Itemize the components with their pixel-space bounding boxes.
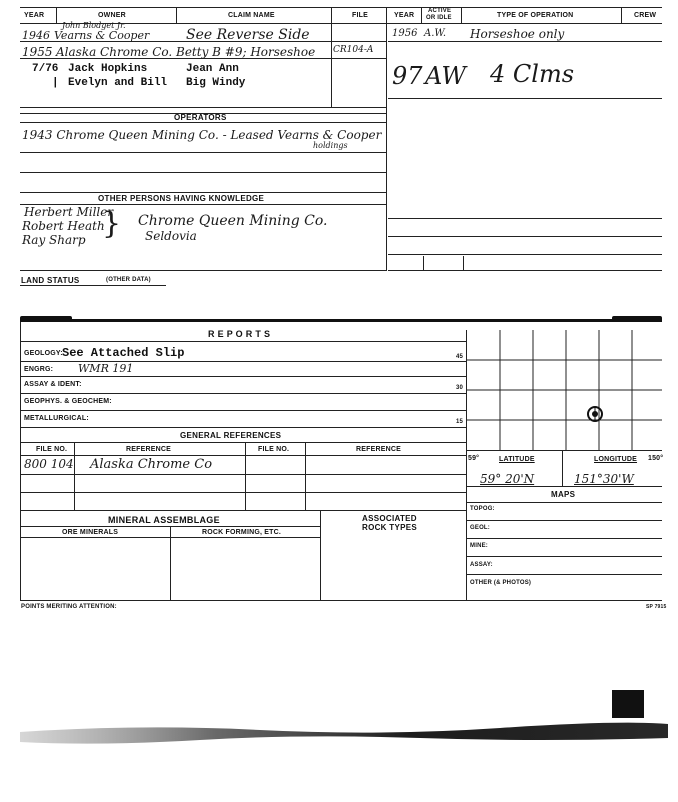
activity-rule-4 (388, 236, 662, 237)
owner-1-top: John Blodget Jr. (62, 21, 126, 30)
land-status-underline (20, 285, 166, 286)
owner-1-year: 1946 (22, 29, 50, 42)
activity-tick-2 (463, 256, 464, 270)
activity-1-year: 1956 (392, 28, 418, 39)
operators-entry: 1943 Chrome Queen Mining Co. - Leased Vearns & Cooper (22, 128, 382, 142)
reports-margin-15: 15 (456, 419, 464, 425)
location-marker-icon (588, 406, 602, 422)
reports-rule-5 (20, 427, 466, 428)
land-status-label: LAND STATUS (21, 276, 80, 285)
reports-rule-4 (20, 410, 466, 411)
hdr-claim-name: CLAIM NAME (228, 12, 275, 19)
hdr-crew: CREW (634, 12, 657, 19)
other-persons-place: Seldovia (145, 229, 197, 243)
activity-rule-3 (388, 218, 662, 219)
maps-rule-2 (466, 538, 662, 539)
activity-2-year: 97 (392, 62, 423, 90)
activity-2-status: AW (425, 62, 467, 90)
points-label: POINTS MERITING ATTENTION: (21, 604, 117, 610)
header-sep-5 (461, 7, 462, 23)
refs-rule-0 (20, 442, 466, 443)
owner-2-year: 1955 (22, 45, 53, 59)
refs-col-ref: REFERENCE (126, 446, 171, 453)
file-col-sep (331, 7, 332, 107)
general-refs-title: GENERAL REFERENCES (180, 431, 282, 440)
brace-glyph: } (102, 206, 122, 241)
hdr-year2: YEAR (394, 12, 415, 19)
scan-smudge-band (20, 718, 668, 746)
maps-other: OTHER (& PHOTOS) (470, 580, 532, 586)
owner-3-claim: Jean Ann (186, 63, 239, 75)
maps-title: MAPS (551, 490, 576, 499)
refs-col-file2: FILE NO. (258, 446, 290, 453)
refs-rule-3 (20, 492, 466, 493)
refs-row-1-ref: Alaska Chrome Co (90, 457, 213, 472)
other-persons-label: OTHER PERSONS HAVING KNOWLEDGE (98, 194, 265, 203)
reports-title: R E P O R T S (208, 329, 271, 339)
refs-vsep-2 (245, 442, 246, 510)
owner-1-claim: See Reverse Side (186, 27, 310, 43)
form-top-thick (20, 319, 662, 322)
assoc-rock-2: ROCK TYPES (362, 523, 418, 532)
lat-value: 59° 20'N (480, 472, 535, 486)
grid-bottom-rule (466, 450, 662, 451)
owner-2-name: Alaska Chrome Co. (56, 45, 173, 59)
lon-label: LONGITUDE (594, 456, 638, 463)
maps-rule-1 (466, 520, 662, 521)
header-sep-2 (176, 7, 177, 23)
owner-3-name: Jack Hopkins (68, 63, 148, 75)
maps-rule-4 (466, 574, 662, 575)
activity-rule-6 (388, 270, 662, 271)
mineral-rule-1 (20, 537, 320, 538)
form-number: SP 7915 (646, 604, 667, 610)
refs-col-ref2: REFERENCE (356, 446, 401, 453)
header-sep-1 (56, 7, 57, 23)
engrg-label: ENGRG: (24, 366, 54, 373)
geophys-label: GEOPHYS. & GEOCHEM: (24, 398, 112, 405)
refs-vsep-3 (305, 442, 306, 510)
maps-top-rule (466, 486, 662, 487)
reports-rule-3 (20, 393, 466, 394)
rock-forming: ROCK FORMING, ETC. (202, 529, 282, 536)
lat-label: LATITUDE (499, 456, 535, 463)
header-sep-6 (621, 7, 622, 23)
form-tab-right (612, 316, 662, 321)
owner-1-name: Vearns & Cooper (54, 29, 150, 42)
hdr-file: FILE (352, 12, 368, 19)
owner-2-file: CR104-A (333, 45, 374, 55)
other-person-2: Robert Heath (22, 219, 105, 233)
form-bottom-rule (20, 600, 662, 601)
owner-2-claim: Betty B #9; Horseshoe (176, 45, 316, 59)
form-left-edge (20, 322, 21, 600)
assoc-rock-1: ASSOCIATED (362, 514, 417, 523)
lon-corner: 150° (648, 455, 664, 462)
center-divider (386, 7, 387, 271)
latlon-divider (562, 450, 563, 486)
refs-col-file: FILE NO. (36, 446, 68, 453)
maps-topog: TOPOG: (470, 506, 495, 512)
maps-rule-3 (466, 556, 662, 557)
reports-margin-30: 30 (456, 385, 464, 391)
reports-margin-45: 45 (456, 354, 464, 360)
other-person-3: Ray Sharp (22, 233, 86, 247)
header-sep-4 (421, 7, 422, 23)
owner-3-year: 7/76 (32, 63, 59, 75)
hdr-owner: OWNER (98, 12, 126, 19)
other-persons-org: Chrome Queen Mining Co. (138, 213, 328, 229)
form-tab-left (20, 316, 72, 321)
top-border (20, 7, 662, 8)
owner-4-claim: Big Windy (186, 77, 246, 89)
hdr-type-operation: TYPE OF OPERATION (497, 12, 574, 19)
geology-label: GEOLOGY: (24, 350, 63, 357)
reports-rule-2 (20, 376, 466, 377)
activity-rule-1 (388, 41, 662, 42)
scan-dark-block (612, 690, 644, 718)
geology-value: See Attached Slip (62, 346, 185, 360)
location-grid (467, 330, 662, 450)
operators-rule-3 (20, 192, 386, 193)
location-grid-svg (467, 330, 662, 450)
engrg-value: WMR 191 (78, 362, 134, 375)
hdr-year: YEAR (24, 12, 45, 19)
refs-row-1-file: 800 104 (24, 457, 74, 471)
other-person-1: Herbert Miller (24, 205, 114, 219)
activity-tick-1 (423, 256, 424, 270)
ore-minerals: ORE MINERALS (62, 529, 119, 536)
operators-label: OPERATORS (174, 113, 227, 122)
operators-entry-cont: holdings (313, 141, 348, 150)
activity-rule-5 (388, 254, 662, 255)
owner-rule-3 (20, 107, 386, 108)
land-status-sub: (OTHER DATA) (106, 277, 151, 283)
metallurgical-label: METALLURGICAL: (24, 415, 89, 422)
reports-rule-0 (20, 341, 466, 342)
refs-rule-2 (20, 474, 466, 475)
operators-rule-1 (20, 152, 386, 153)
maps-rule-0 (466, 502, 662, 503)
activity-1-status: A.W. (424, 28, 447, 39)
activity-1-operation: Horseshoe only (470, 27, 565, 41)
top-bottom-rule (20, 270, 386, 271)
maps-assay: ASSAY: (470, 562, 493, 568)
maps-geol: GEOL: (470, 525, 490, 531)
owner-4-name: Evelyn and Bill (68, 77, 168, 89)
hdr-active: ACTIVE (428, 8, 452, 14)
refs-rule-1 (20, 455, 466, 456)
operators-top-rule (20, 122, 386, 123)
assay-label: ASSAY & IDENT: (24, 381, 82, 388)
maps-mine: MINE: (470, 543, 488, 549)
mineral-title: MINERAL ASSEMBLAGE (108, 515, 220, 525)
activity-rule-2 (388, 98, 662, 99)
refs-rule-4 (20, 510, 466, 511)
refs-vsep-1 (74, 442, 75, 510)
activity-2-operation: 4 Clms (490, 60, 575, 88)
mineral-vsep-assoc (320, 510, 321, 600)
lon-value: 151°30'W (574, 472, 634, 486)
hdr-or-idle: OR IDLE (426, 15, 452, 21)
lat-corner: 59° (468, 455, 480, 462)
owner-4-bar: | (52, 77, 59, 89)
operators-rule-2 (20, 172, 386, 173)
